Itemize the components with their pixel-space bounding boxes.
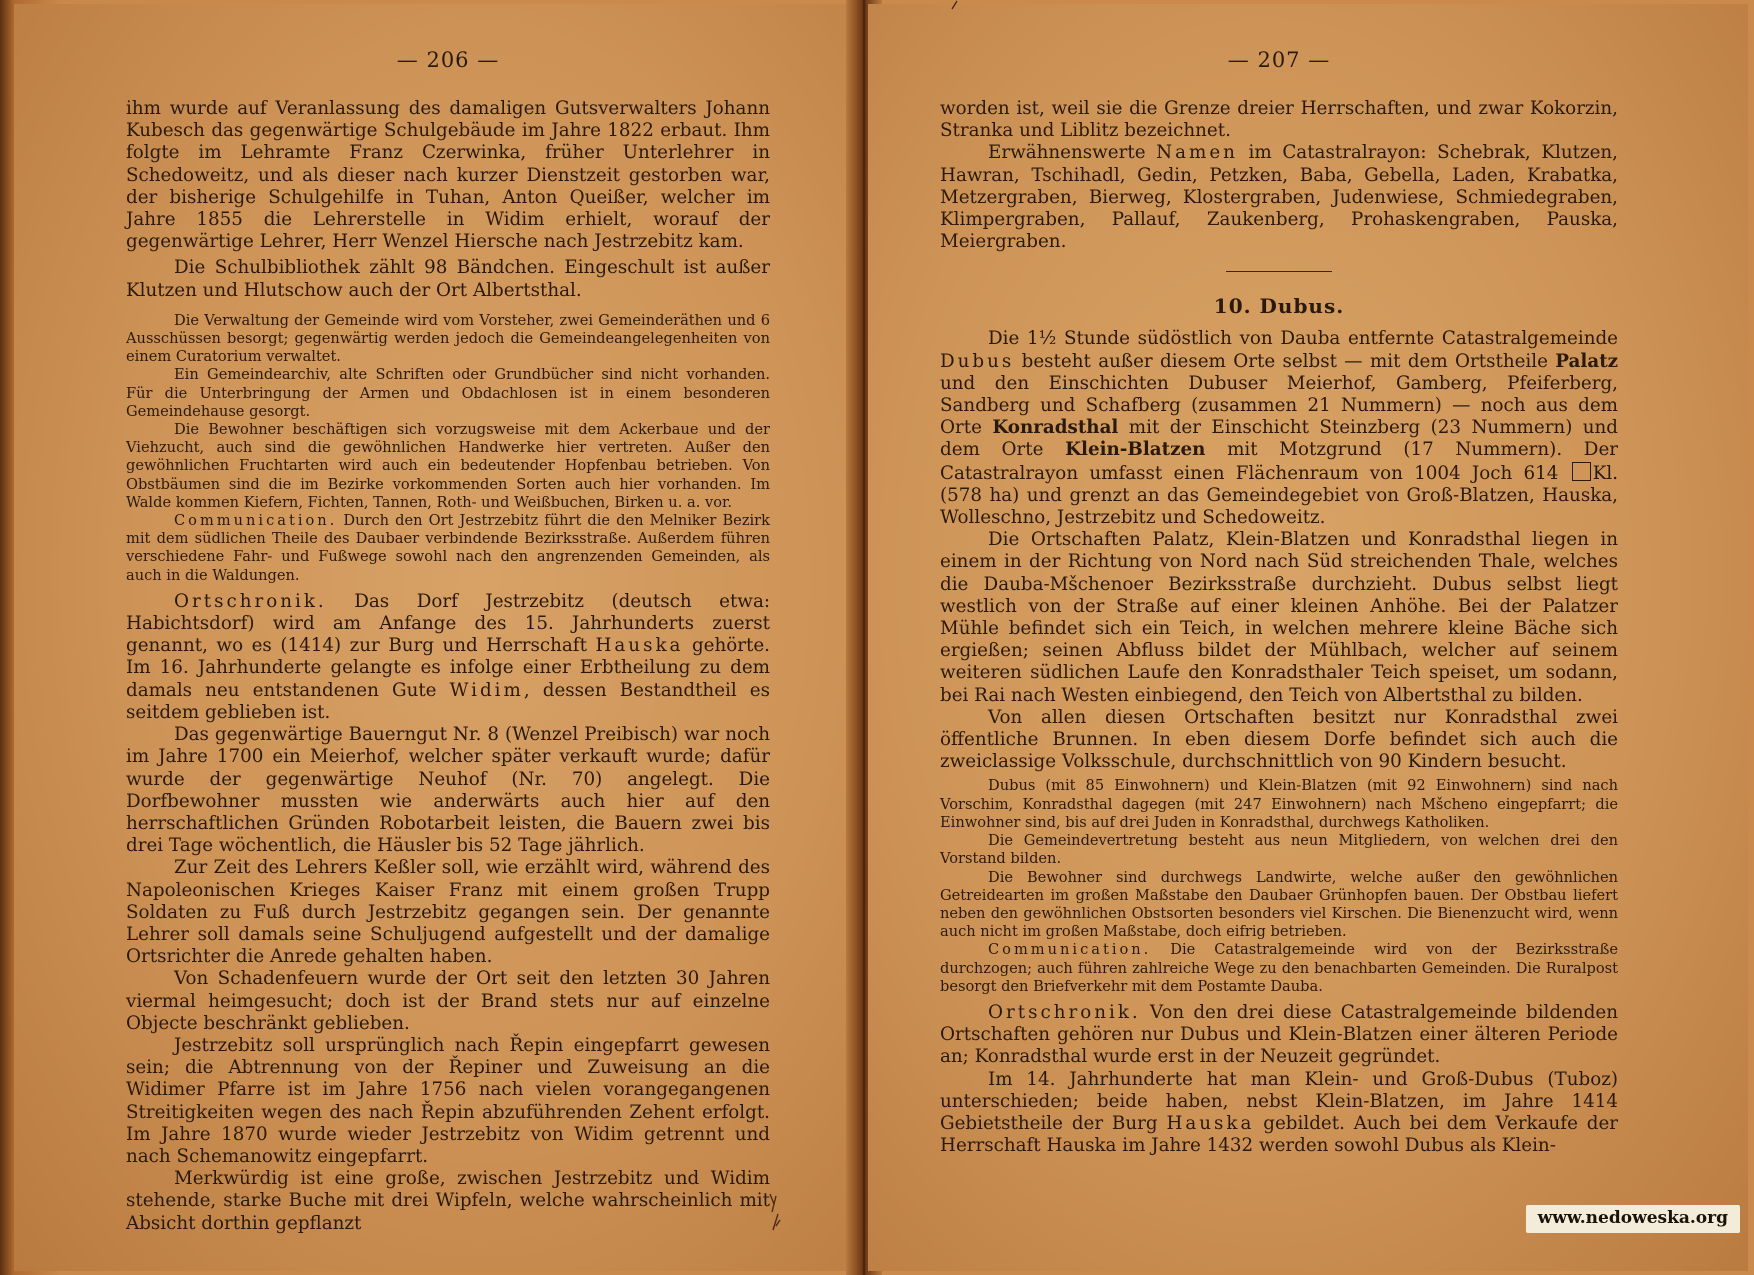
chronicle-text: , dessen Bestandtheil es seitdem geblieben ist.: [126, 679, 771, 723]
communication-label: Communication.: [988, 941, 1152, 959]
section-heading: 10. Dubus.: [1213, 294, 1345, 319]
body-paragraph: Zur Zeit des Lehrers Keßler soll, wie erzählt wird, während des Napoleonischen Krieges Kaiser Franz mit einem großen Trupp Soldaten zu Fuß durch Jestrzebitz gegangen sein. Der genannte Lehrer soll damals seine Schuljugend aufgestellt und der damalige Ortsrichter die Anrede gehalten haben.: [126, 857, 770, 968]
spaced-name-dubus: Dubus: [940, 350, 1015, 372]
spaced-name-hauska: Hauska: [1166, 1112, 1255, 1134]
body-paragraph: Merkwürdig ist eine große, zwischen Jestrzebitz und Widim stehende, starke Buche mit drei Wipfeln, welche wahrscheinlich mit Absicht dorthin gepflanzt: [126, 1168, 770, 1234]
intro-text: mit Motzgrund (17 Nummern). Der Catastralrayon umfasst einen Flächenraum von 1004 Joch 614: [940, 439, 1619, 484]
page-number-right: — 207 —: [1227, 48, 1331, 72]
body-paragraph: ihm wurde auf Veranlassung des damaligen Gutsverwalters Johann Kubesch das gegenwärtige Schulgebäude im Jahre 1822 erbaut. Ihm folgte im Lehramte Franz Czerwinka, früher Unterlehrer in Schedoweitz, und als dieser nach kurzer Dienstzeit gestorben war, der bisherige Schulgehilfe in Tuhan, Anton Queißer, welcher im Jahre 1855 die Lehrerstelle in Widim erhielt, worauf der gegenwärtige Lehrer, Herr Wenzel Hiersche nach Jestrzebitz kam.: [126, 98, 770, 253]
intro-text: Die 1½ Stunde südöstlich von Dauba entfernte Catastralgemeinde: [988, 328, 1618, 350]
intro-text: mit der Einschicht Steinzberg (23 Nummern) und dem Orte: [940, 417, 1618, 461]
body-paragraph: Von allen diesen Ortschaften besitzt nur Konradsthal zwei öffentliche Brunnen. In eben diesem Dorfe befindet sich auch die zweiclassige Volksschule, durchschnittlich von 90 Kindern besucht.: [940, 706, 1618, 773]
square-fathom-symbol: [1572, 462, 1591, 481]
body-paragraph: Die Schulbibliothek zählt 98 Bändchen. Eingeschult ist außer Klutzen und Hlutschow auch der Ort Albertsthal.: [126, 257, 770, 301]
body-paragraph: Das gegenwärtige Bauerngut Nr. 8 (Wenzel Preibisch) war noch im Jahre 1700 ein Meierhof, welcher später verkauft wurde; dafür wurde der gegenwärtige Neuhof (Nr. 70) angelegt. Die Dorfbewohner mussten wie anderwärts auch hier auf den herrschaftlichen Gründen Robotarbeit leisten, die Bauern zwei bis drei Tage wöchentlich, die Häusler bis 52 Tage jährlich.: [126, 724, 770, 857]
history-text: Im 14. Jahrhunderte hat man Klein- und Groß-Dubus (Tuboz) unterschieden; beide haben, nebst Klein-Blatzen, im Jahre 1414 Gebietstheile der Burg: [940, 1068, 1618, 1134]
pencil-tick-icon: [950, 0, 960, 10]
small-paragraph: Dubus (mit 85 Einwohnern) und Klein-Blatzen (mit 92 Einwohnern) sind nach Vorschim, Konradsthal dagegen (mit 247 Einwohnern) nach Mšcheno eingepfarrt; die Einwohner sind, bis auf drei Juden in Konradsthal, durchwegs Katholiken.: [940, 777, 1618, 831]
intro-text: und den Einschichten Dubuser Meierhof, Gamberg, Pfeiferberg, Sandberg und Schafberg (zusammen 21 Nummern) — noch aus dem Orte: [940, 372, 1618, 439]
chronicle-text: Das Dorf Jestrzebitz (deutsch etwa: Habichtsdorf) wird am Anfange des 15. Jahrhunderts zuerst genannt, wo es (1414) zur Burg und Herrschaft: [126, 590, 771, 657]
section-divider: [1226, 271, 1332, 272]
right-page: [868, 4, 1748, 1271]
communication-paragraph: [126, 512, 770, 585]
communication-label: Communication.: [174, 512, 338, 530]
chronicle-label: Ortschronik.: [988, 1001, 1141, 1023]
chronicle-paragraph: [126, 591, 770, 724]
body-paragraph: Jestrzebitz soll ursprünglich nach Řepin eingepfarrt gewesen sein; die Abtrennung von der Řepiner und Zuweisung an die Widimer Pfarre ist im Jahre 1756 nach vielen vorangegangenen Streitigkeiten wegen des nach Řepin abzuführenden Zehent erfolgt. Im Jahre 1870 wurde wieder Jestrzebitz von Widim getrennt und nach Schemanowitz eingepfarrt.: [126, 1034, 770, 1167]
pencil-mark-icon: [764, 1190, 788, 1234]
body-paragraph: Die Ortschaften Palatz, Klein-Blatzen und Konradsthal liegen in einem in der Richtung von Nord nach Süd streichenden Thale, welches die Dauba-Mšchenoer Bezirksstraße durchzieht. Dubus selbst liegt westlich von der Straße auf einer kleinen Anhöhe. Bei der Palatzer Mühle befindet sich ein Teich, in welchen mehrere kleine Bäche sich ergießen; seinen Abfluss bildet der Mühlbach, welcher auf seinem weiteren südlichen Laufe den Konradsthaler Teich speiset, um sodann, bei Rai nach Westen einbiegend, den Teich von Albertsthal zu bilden.: [940, 529, 1618, 706]
bold-name-palatz: Palatz: [1555, 350, 1619, 372]
small-paragraph: Die Bewohner sind durchwegs Landwirte, welche außer den gewöhnlichen Getreidearten im großen Maßstabe den Daubaer Grünhopfen bauen. Der Obstbau liefert neben den gewöhnlichen Obstsorten besonders viel Kirschen. Die Bienenzucht wird, wenn auch nicht im großen Maßstabe, doch eifrig betrieben.: [940, 868, 1618, 941]
left-page: [14, 4, 860, 1271]
spaced-name-hauska: Hauska: [595, 635, 684, 657]
body-paragraph: Von Schadenfeuern wurde der Ort seit den letzten 30 Jahren viermal heimgesucht; doch ist der Brand stets nur auf einzelne Objecte beschränkt geblieben.: [126, 968, 770, 1034]
chronicle-text: gehörte. Im 16. Jahrhunderte gelangte es infolge einer Erbtheilung zu dem damals neu entstandenen Gute: [126, 635, 770, 701]
page-number-left: — 206 —: [396, 48, 500, 72]
body-paragraph: worden ist, weil sie die Grenze dreier Herrschaften, und zwar Kokorzin, Stranka und Liblitz bezeichnet.: [940, 98, 1618, 142]
bold-name-klein-blatzen: Klein-Blatzen: [1065, 439, 1206, 461]
names-intro: Erwähnenswerte: [988, 142, 1146, 164]
chronicle-label: Ortschronik.: [174, 590, 327, 612]
intro-paragraph: [940, 328, 1618, 529]
small-paragraph: Die Verwaltung der Gemeinde wird vom Vorsteher, zwei Gemeinderäthen und 6 Ausschüssen besorgt; gegenwärtig werden jedoch die Gemeindeangelegenheiten von einem Curatorium verwaltet.: [126, 311, 770, 366]
communication-paragraph: [940, 941, 1618, 996]
spaced-name-widim: Widim: [449, 679, 524, 701]
names-text: im Catastralrayon: Schebrak, Klutzen, Hawran, Tschihadl, Gedin, Petzken, Baba, Gebella, Laden, Krabatka, Metzergraben, Bierweg, Klostergraben, Judenwiese, Schmiedegraben, Klimpergraben, Pallauf, Zaukenberg, Prohaskengraben, Pauska, Meiergraben.: [940, 142, 1618, 253]
communication-text: Die Catastralgemeinde wird von der Bezirksstraße durchzogen; auch führen zahlreiche Wege zu den benachbarten Gemeinden. Die Ruralpost besorgt den Briefverkehr mit dem Postamte Dauba.: [940, 941, 1619, 995]
intro-text: besteht außer diesem Orte selbst — mit dem Ortstheile: [1021, 350, 1548, 372]
communication-text: Durch den Ort Jestrzebitz führt die den Melniker Bezirk mit dem südlichen Theile des Daubaer verbindende Bezirksstraße. Außerdem führen verschiedene Fahr- und Fußwege sowohl nach den angrenzenden Gemeinden, als auch in die Waldungen.: [126, 512, 770, 584]
bold-name-konradsthal: Konradsthal: [992, 417, 1119, 439]
small-paragraph: Ein Gemeindearchiv, alte Schriften oder Grundbücher sind nicht vorhanden. Für die Unterbringung der Armen und Obdachlosen ist in einem besonderen Gemeindehause gesorgt.: [126, 366, 770, 420]
intro-text: Kl. (578 ha) und grenzt an das Gemeindegebiet von Groß-Blatzen, Hauska, Wolleschno, Jestrzebitz und Schedoweitz.: [940, 462, 1619, 529]
history-text: gebildet. Auch bei dem Verkaufe der Herrschaft Hauska im Jahre 1432 werden sowohl Dubus als Klein-: [940, 1112, 1619, 1157]
chronicle-paragraph: [940, 1002, 1618, 1069]
names-paragraph: [940, 142, 1618, 253]
small-paragraph: Die Gemeindevertretung besteht aus neun Mitgliedern, von welchen drei den Vorstand bilden.: [940, 832, 1618, 868]
body-paragraph: [940, 1069, 1618, 1158]
small-paragraph: Die Bewohner beschäftigen sich vorzugsweise mit dem Ackerbaue und der Viehzucht, auch sind die gewöhnlichen Handwerke hier vertreten. Außer den gewöhnlichen Fruchtarten wird auch ein bedeutender Hopfenbau betrieben. Von Obstbäumen sind die im Bezirke vorkommenden Sorten auch hier vorhanden. Im Walde kommen Kiefern, Fichten, Tannen, Roth- und Weißbuchen, Birken u. a. vor.: [126, 421, 770, 511]
chronicle-text: Von den drei diese Catastralgemeinde bildenden Ortschaften gehören nur Dubus und Klein-Blatzen einer älteren Periode an; Konradsthal wurde erst in der Neuzeit gegründet.: [940, 1001, 1618, 1068]
names-label: Namen: [1156, 142, 1238, 164]
watermark-label[interactable]: www.nedoweska.org: [1526, 1205, 1740, 1233]
